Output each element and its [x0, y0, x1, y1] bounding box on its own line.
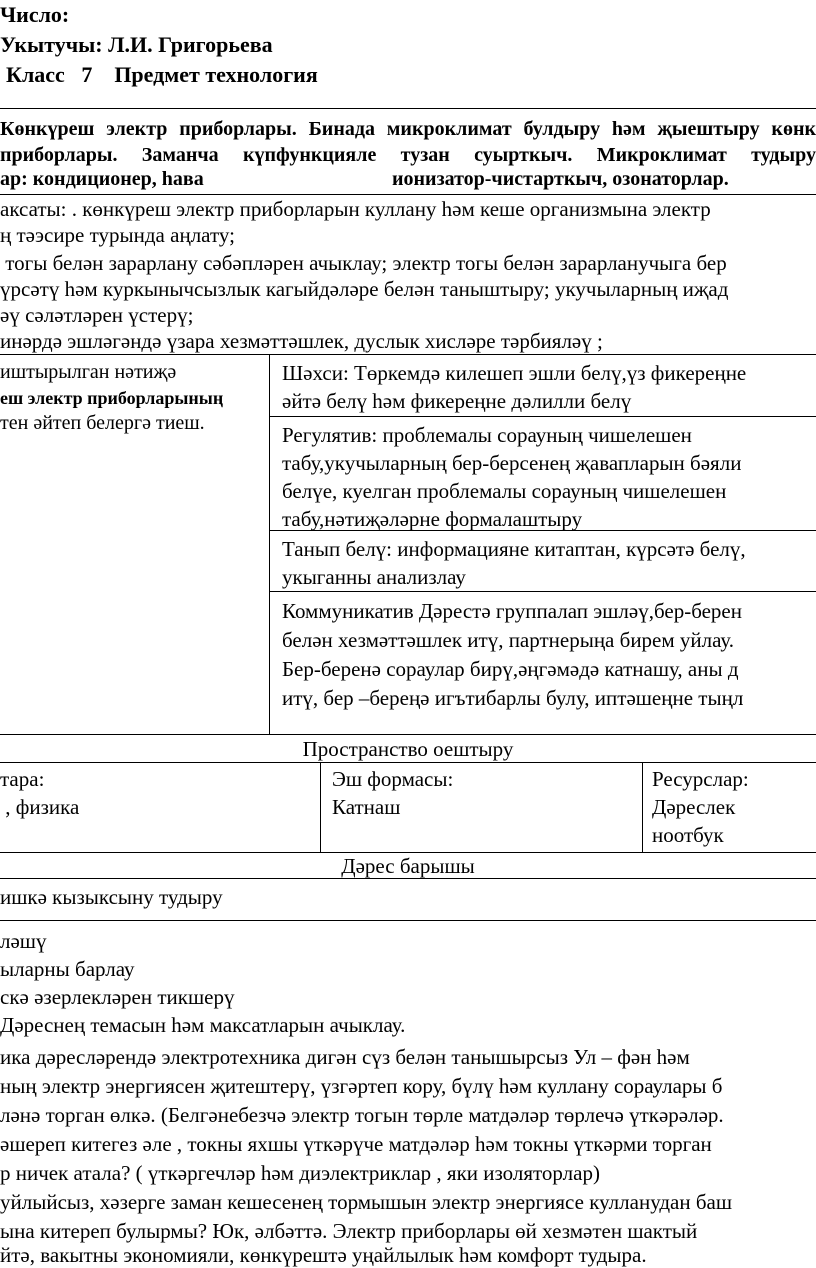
paragraph-line-6: уйлыйсыз, хәзерге заман кешесенең тормышын электр энергиясе кулланудан баш: [0, 1190, 733, 1214]
space-title-bottom-border: [0, 762, 816, 763]
intersubject-value: , физика: [0, 795, 80, 819]
teacher-name: Укытучы: Л.И. Григорьева: [0, 32, 273, 57]
cognitive-uud-line-2: укыганны анализлау: [282, 565, 466, 589]
cognitive-bottom-border: [269, 591, 816, 592]
goals-line-6: инәрдә эшләгәндә үзара хезмәттәшлек, дуслык хисләре тәрбияләү ;: [0, 329, 603, 353]
regulative-uud-line-2: табу,укучыларның бер-берсенең җавапларын бәяли: [282, 451, 742, 475]
lesson-step-1: ләшү: [0, 929, 47, 953]
paragraph-line-7: ына китереп булырмы? Юк, әлбәттә. Электр приборлары өй хезмәтен шактый: [0, 1219, 698, 1243]
paragraph-line-2: ның электр энергиясен җитештерү, үзгәртеп кору, бүлү һәм куллану сораулары б: [0, 1074, 723, 1098]
goals-line-1: аксаты: . көнкүреш электр приборларын куллану һәм кеше организмына электр: [0, 197, 711, 221]
paragraph-line-5: р ничек атала? ( үткәргечләр һәм диэлектриклар , яки изоляторлар): [0, 1161, 600, 1185]
regulative-uud-line-3: белүе, куелган проблемалы сорауның чишелешен: [282, 479, 727, 503]
resources-textbook: Дәреслек: [652, 795, 736, 819]
table-top-border: [0, 108, 816, 109]
personal-bottom-border: [269, 416, 816, 417]
topic-line-3b: ионизатор-чистарткыч, озонаторлар.: [392, 168, 729, 190]
goals-line-2: ң тәэсире турында аңлату;: [0, 223, 235, 247]
intersubject-label: тара:: [0, 767, 45, 791]
lesson-step-4: Дәреснең темасын һәм максатларын ачыклау.: [0, 1013, 406, 1037]
space-divider-1: [320, 762, 321, 852]
date-label: Число:: [0, 2, 70, 27]
planned-result-label: иштырылган нәтиҗә: [0, 361, 177, 383]
lesson-step-3: скә әзерлекләрен тикшерү: [0, 985, 235, 1009]
results-divider: [269, 354, 270, 734]
space-title: Пространство оештыру: [302, 737, 514, 761]
topic-line-2: приборлары. Заманча күпфункцияле тузан суырткыч. Микроклимат тудыру: [0, 144, 816, 166]
communicative-uud-line-2: белән хезмәттәшлек итү, партнерыңа бирем уйлау.: [282, 628, 735, 652]
paragraph-line-4: әшереп китегез әле , токны яхшы үткәрүче матдәләр һәм токны үткәрми торган: [0, 1132, 712, 1156]
results-bottom-border: [0, 734, 816, 735]
paragraph-line-1: ика дәресләрендә электротехника дигән сүз белән танышырсыз Ул – фән һәм: [0, 1045, 690, 1069]
motivation-step: ишкә кызыксыну тудыру: [0, 885, 223, 909]
personal-uud-line-2: әйтә белү һәм фикереңне дәлилли белү: [282, 389, 632, 413]
work-form-label: Эш формасы:: [332, 767, 454, 791]
topic-line-3a: ар: кондиционер, һава: [0, 168, 204, 190]
resources-notebook: ноотбук: [652, 823, 724, 847]
topic-line-1: Көнкүреш электр приборлары. Бинада микроклимат булдыру һәм җыештыру көнк: [0, 118, 816, 140]
communicative-uud-line-4: итү, бер –береңә игътибарлы булу, иптәшеңне тыңл: [282, 686, 744, 710]
space-divider-2: [642, 762, 643, 852]
motivation-bottom-border: [0, 920, 816, 921]
goals-line-5: әү сәләтләрен үстерү;: [0, 303, 194, 327]
cognitive-uud-line-1: Танып белү: информацияне китаптан, күрсәтә белү,: [282, 537, 746, 561]
goals-line-3: тогы белән зарарлану сәбәпләрен ачыклау; электр тогы белән зарарланучыга бер: [0, 251, 727, 275]
lesson-step-2: ыларны барлау: [0, 957, 135, 981]
resources-label: Ресурслар:: [652, 767, 749, 791]
topic-bottom-border: [0, 194, 816, 195]
planned-result-text: тен әйтеп белергә тиеш.: [0, 412, 205, 434]
goals-bottom-border: [0, 354, 816, 355]
paragraph-line-8: йтә, вакытны экономияли, көнкүрештә уңайлылык һәм комфорт тудыра.: [0, 1243, 647, 1267]
regulative-uud-line-1: Регулятив: проблемалы сорауның чишелешен: [282, 423, 692, 447]
communicative-uud-line-3: Бер-беренә сораулар бирү,әңгәмәдә катнашу, аны д: [282, 657, 739, 681]
class-subject: Класс 7 Предмет технология: [6, 62, 318, 87]
goals-line-4: үрсәтү һәм куркынычсызлык кагыйдәләре белән таныштыру; укучыларның иҗад: [0, 277, 729, 301]
personal-uud-line-1: Шәхси: Төркемдә килешеп эшли белү,үз фикереңне: [282, 361, 747, 385]
work-form-value: Катнаш: [332, 795, 401, 819]
lesson-title: Дәрес барышы: [341, 854, 475, 878]
regulative-uud-line-4: табу,нәтиҗәләрне формалаштыру: [282, 507, 583, 531]
paragraph-line-3: ләнә торган өлкә. (Белгәнебезчә электр тогын төрле матдәләр төрлечә үткәрәләр.: [0, 1103, 724, 1127]
communicative-uud-line-1: Коммуникатив Дәрестә группалап эшләү,бер-берен: [282, 599, 742, 623]
planned-result-bold: еш электр приборларының: [0, 388, 224, 408]
